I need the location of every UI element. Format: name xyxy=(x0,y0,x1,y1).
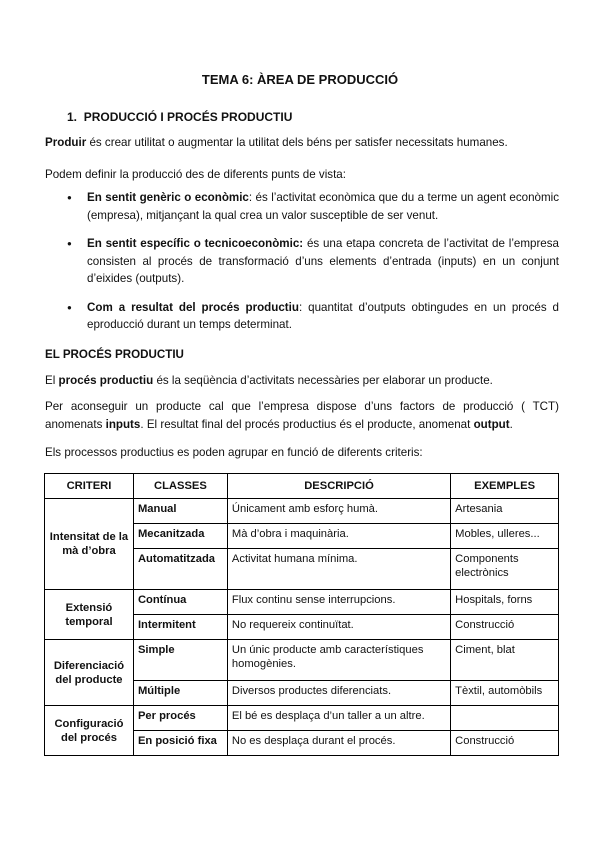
table-header-row xyxy=(45,474,559,499)
table-row xyxy=(45,640,559,681)
exemples-cell: Construcció xyxy=(451,731,559,756)
criteria-table xyxy=(44,473,559,756)
exemples-cell: Tèxtil, automòbils xyxy=(451,681,559,706)
table-row xyxy=(45,590,559,615)
exemples-cell: Components electrònics xyxy=(451,549,559,590)
subheading: EL PROCÉS PRODUCTIU xyxy=(45,348,184,361)
table-row xyxy=(45,499,559,524)
header-exemples: EXEMPLES xyxy=(451,474,559,499)
classe-cell: Per procés xyxy=(133,706,227,731)
list-item: ● Com a resultat del procés productiu: quantitat d’outputs obtingudes en un procés d eproducció durant un temps determinat. xyxy=(45,299,559,334)
exemples-cell xyxy=(451,706,559,731)
descripcio-cell: El bé es desplaça d’un taller a un altre. xyxy=(227,706,450,731)
definition-list xyxy=(45,189,559,334)
paragraph-proces: El procés productiu és la seqüència d’activitats necessàries per elaborar un producte. xyxy=(45,374,493,387)
classe-cell: En posició fixa xyxy=(133,731,227,756)
list-item: ● En sentit genèric o econòmic: és l’activitat econòmica que du a terme un agent econòmic (empresa), mitjançant la qual crea un valor susceptible de ser venut. xyxy=(45,189,559,224)
classe-cell: Automatitzada xyxy=(133,549,227,590)
table-row xyxy=(45,706,559,731)
list-item: ● En sentit específic o tecnicoeconòmic: és una etapa concreta de l’activitat de l’empresa consisten al procés de transformació d’uns elements d’entrada (inputs) en un conjunt d’eixides (outputs). xyxy=(45,235,559,288)
descripcio-cell: No requereix continuïtat. xyxy=(227,615,450,640)
paragraph-produir: Produir és crear utilitat o augmentar la utilitat dels béns per satisfer necessitats humanes. xyxy=(45,136,508,149)
exemples-cell: Ciment, blat xyxy=(451,640,559,681)
exemples-cell: Hospitals, forns xyxy=(451,590,559,615)
descripcio-cell: Diversos productes diferenciats. xyxy=(227,681,450,706)
descripcio-cell: Un únic producte amb característiques homogènies. xyxy=(227,640,450,681)
descripcio-cell: No es desplaça durant el procés. xyxy=(227,731,450,756)
paragraph-inputs: Per aconseguir un producte cal que l’empresa dispose d’uns factors de producció ( TCT) anomenats inputs. El resultat final del procés productius és el producte, anomenat output. xyxy=(45,400,559,431)
criteri-cell: Diferenciació del producte xyxy=(45,640,134,706)
descripcio-cell: Mà d’obra i maquinària. xyxy=(227,524,450,549)
exemples-cell: Mobles, ulleres... xyxy=(451,524,559,549)
paragraph-criteris: Els processos productius es poden agrupar en funció de diferents criteris: xyxy=(45,446,423,459)
descripcio-cell: Activitat humana mínima. xyxy=(227,549,450,590)
classe-cell: Simple xyxy=(133,640,227,681)
criteri-cell: Intensitat de la mà d’obra xyxy=(45,499,134,590)
descripcio-cell: Flux continu sense interrupcions. xyxy=(227,590,450,615)
classe-cell: Manual xyxy=(133,499,227,524)
section-number: 1. xyxy=(67,110,78,124)
page-title: TEMA 6: ÀREA DE PRODUCCIÓ xyxy=(201,72,399,87)
criteri-cell: Extensió temporal xyxy=(45,590,134,640)
header-classes: CLASSES xyxy=(133,474,227,499)
criteri-cell: Configuració del procés xyxy=(45,706,134,756)
classe-cell: Contínua xyxy=(133,590,227,615)
classe-cell: Intermitent xyxy=(133,615,227,640)
header-descripcio: DESCRIPCIÓ xyxy=(227,474,450,499)
classe-cell: Mecanitzada xyxy=(133,524,227,549)
descripcio-cell: Únicament amb esforç humà. xyxy=(227,499,450,524)
classe-cell: Múltiple xyxy=(133,681,227,706)
section-heading xyxy=(67,110,292,124)
header-criteri: CRITERI xyxy=(45,474,134,499)
exemples-cell: Construcció xyxy=(451,615,559,640)
exemples-cell: Artesania xyxy=(451,499,559,524)
paragraph-definir: Podem definir la producció des de diferents punts de vista: xyxy=(45,168,346,181)
section-title: PRODUCCIÓ I PROCÉS PRODUCTIU xyxy=(83,110,293,124)
